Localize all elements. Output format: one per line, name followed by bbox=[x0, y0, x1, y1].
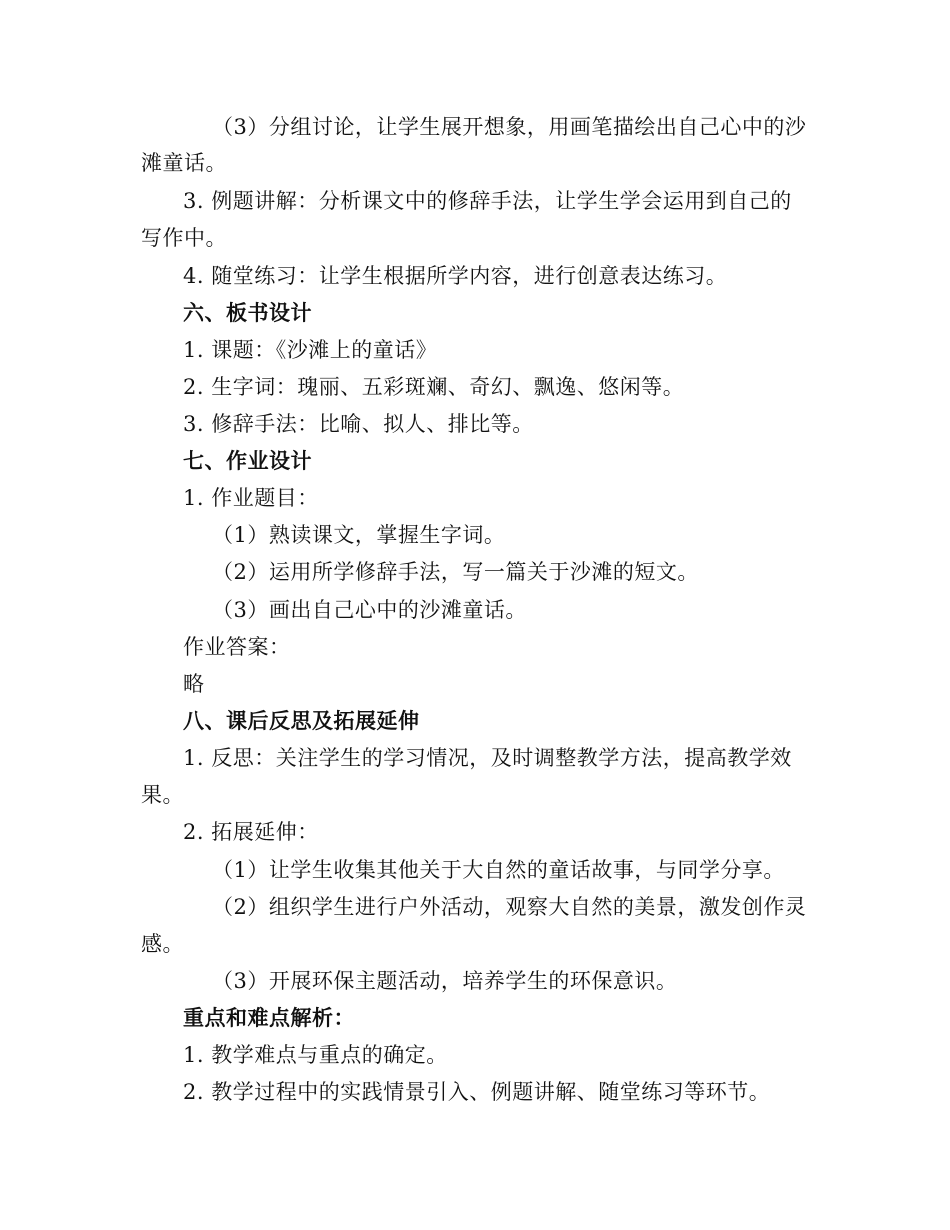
paragraph-line: 作业答案： bbox=[183, 635, 291, 659]
section-heading: 重点和难点解析： bbox=[183, 1006, 355, 1030]
list-item: （3）开展环保主题活动，培养学生的环保意识。 bbox=[212, 969, 678, 993]
paragraph-line: 略 bbox=[183, 672, 205, 696]
section-heading: 六、板书设计 bbox=[183, 301, 312, 325]
list-item: （1）让学生收集其他关于大自然的童话故事，与同学分享。 bbox=[212, 858, 785, 882]
list-item: 1. 反思：关注学生的学习情况，及时调整教学方法，提高教学效 bbox=[183, 746, 792, 770]
list-item: 1. 教学难点与重点的确定。 bbox=[183, 1043, 448, 1067]
list-item: 2. 拓展延伸： bbox=[183, 820, 319, 844]
paragraph-line: 感。 bbox=[141, 932, 184, 956]
list-item: 3. 修辞手法：比喻、拟人、排比等。 bbox=[183, 412, 534, 436]
paragraph-line: （3）分组讨论，让学生展开想象，用画笔描绘出自己心中的沙 bbox=[212, 115, 807, 139]
section-heading: 七、作业设计 bbox=[183, 449, 312, 473]
paragraph-line: 果。 bbox=[141, 783, 184, 807]
list-item: （3）画出自己心中的沙滩童话。 bbox=[212, 598, 527, 622]
list-item: 1. 课题：《沙滩上的童话》 bbox=[183, 338, 438, 362]
list-item: 2. 生字词：瑰丽、五彩斑斓、奇幻、飘逸、悠闲等。 bbox=[183, 375, 685, 399]
paragraph-line: 写作中。 bbox=[141, 226, 227, 250]
list-item: 2. 教学过程中的实践情景引入、例题讲解、随堂练习等环节。 bbox=[183, 1080, 771, 1104]
section-heading: 八、课后反思及拓展延伸 bbox=[183, 709, 420, 733]
list-item: （2）组织学生进行户外活动，观察大自然的美景，激发创作灵 bbox=[212, 895, 807, 919]
list-item: 3. 例题讲解：分析课文中的修辞手法，让学生学会运用到自己的 bbox=[183, 189, 792, 213]
list-item: 4. 随堂练习：让学生根据所学内容，进行创意表达练习。 bbox=[183, 264, 728, 288]
list-item: （2）运用所学修辞手法，写一篇关于沙滩的短文。 bbox=[212, 560, 699, 584]
list-item: 1. 作业题目： bbox=[183, 486, 319, 510]
paragraph-line: 滩童话。 bbox=[141, 151, 227, 175]
list-item: （1）熟读课文，掌握生字词。 bbox=[212, 523, 506, 547]
